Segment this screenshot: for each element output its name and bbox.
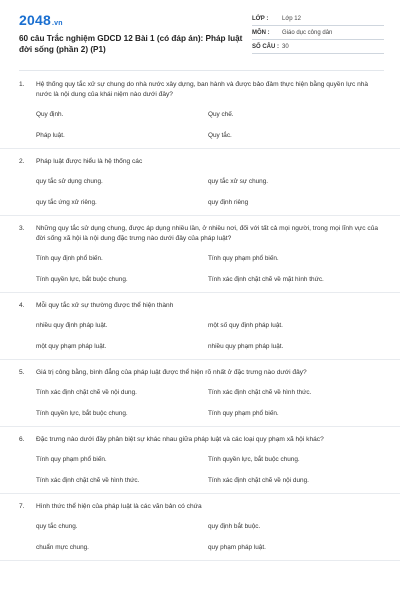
question-number: 5. (19, 369, 25, 376)
answer-options (36, 321, 384, 351)
question-stem (19, 80, 384, 100)
question-text: Hình thức thể hiện của pháp luật là các văn bản có chứa (36, 503, 202, 510)
answer-option[interactable]: Quy tắc. (208, 132, 232, 139)
question-stem (19, 301, 384, 311)
answer-option[interactable]: nhiều quy định pháp luật. (36, 322, 108, 329)
answer-options (36, 522, 384, 552)
meta-row-class: LỚP : Lớp 12 (252, 12, 384, 26)
answer-option[interactable]: một quy phạm pháp luật. (36, 343, 107, 350)
document-meta (252, 12, 384, 54)
question-stem (19, 157, 384, 167)
answer-options (36, 455, 384, 485)
question-text: Mỗi quy tắc xử sự thường được thể hiện thành (36, 302, 174, 309)
answer-option[interactable]: quy phạm pháp luật. (208, 544, 266, 551)
question-text: Hệ thống quy tắc xử sự chung do nhà nước xây dựng, ban hành và được bảo đảm thực hiện bằng quyền lực nhà nước là nội dung của khái niệm nào dưới đây? (36, 81, 369, 98)
question-stem (19, 435, 384, 445)
question-2 (0, 149, 400, 216)
meta-row-count: SỐ CÂU : 30 (252, 40, 384, 54)
answer-option[interactable]: Tính quy phạm phổ biến. (36, 456, 107, 463)
answer-option[interactable]: Tính quyền lực, bắt buộc chung. (36, 410, 128, 417)
answer-option[interactable]: Tính quyền lực, bắt buộc chung. (208, 456, 300, 463)
answer-options (36, 110, 384, 140)
question-number: 7. (19, 503, 25, 510)
question-7 (0, 494, 400, 561)
answer-option[interactable]: quy tắc chung. (36, 523, 78, 530)
answer-options (36, 388, 384, 418)
question-stem (19, 368, 384, 378)
answer-option[interactable]: Tính quy phạm phổ biến. (208, 255, 279, 262)
answer-option[interactable]: quy tắc ứng xử riêng. (36, 199, 97, 206)
question-list (0, 72, 400, 561)
answer-option[interactable]: chuẩn mực chung. (36, 544, 89, 551)
question-text: Đặc trưng nào dưới đây phân biệt sự khác nhau giữa pháp luật và các loại quy phạm xã hội khác? (36, 436, 324, 443)
answer-option[interactable]: Pháp luật. (36, 132, 65, 139)
question-stem (19, 224, 384, 244)
question-text: Giá trị công bằng, bình đẳng của pháp luật được thể hiện rõ nhất ở đặc trưng nào dưới đây? (36, 369, 307, 376)
meta-row-subject: MÔN : Giáo dục công dân (252, 26, 384, 40)
answer-options (36, 254, 384, 284)
answer-option[interactable]: Tính xác định chặt chẽ về nội dung. (208, 477, 309, 484)
answer-option[interactable]: quy tắc sử dụng chung. (36, 178, 103, 185)
answer-option[interactable]: Tính xác định chặt chẽ về hình thức. (36, 477, 140, 484)
answer-option[interactable]: Quy định. (36, 111, 64, 118)
answer-option[interactable]: quy định riêng (208, 199, 249, 206)
question-number: 6. (19, 436, 25, 443)
document-title: 60 câu Trắc nghiệm GDCD 12 Bài 1 (có đáp án): Pháp luật đời sống (phần 2) (P1) (19, 34, 243, 54)
question-text: Pháp luật được hiểu là hệ thống các (36, 158, 143, 165)
question-number: 4. (19, 302, 25, 309)
question-number: 2. (19, 158, 25, 165)
answer-option[interactable]: Quy chế. (208, 111, 234, 118)
answer-option[interactable]: Tính xác định chặt chẽ về mặt hình thức. (208, 276, 324, 283)
header-divider (19, 70, 384, 71)
answer-options (36, 177, 384, 207)
question-number: 3. (19, 225, 25, 232)
question-text: Những quy tắc sử dụng chung, được áp dụng nhiều lần, ở nhiều nơi, đối với tất cả mọi người, trong mọi lĩnh vực của đời sống xã hội là nội dung đặc trưng nào dưới đây của pháp luật? (36, 225, 379, 242)
question-4 (0, 293, 400, 360)
document-header (0, 0, 400, 72)
answer-option[interactable]: một số quy định pháp luật. (208, 322, 283, 329)
site-logo[interactable]: 2048.vn (19, 12, 63, 28)
question-number: 1. (19, 81, 25, 88)
answer-option[interactable]: quy tắc xử sự chung. (208, 178, 269, 185)
answer-option[interactable]: nhiều quy phạm pháp luật. (208, 343, 284, 350)
answer-option[interactable]: Tính xác định chặt chẽ về hình thức. (208, 389, 312, 396)
answer-option[interactable]: quy định bắt buộc. (208, 523, 261, 530)
question-5 (0, 360, 400, 427)
answer-option[interactable]: Tính quy định phổ biến. (36, 255, 103, 262)
question-6 (0, 427, 400, 494)
answer-option[interactable]: Tính quy phạm phổ biến. (208, 410, 279, 417)
question-3 (0, 216, 400, 293)
question-1 (0, 72, 400, 149)
answer-option[interactable]: Tính xác định chặt chẽ về nội dung. (36, 389, 137, 396)
question-stem (19, 502, 384, 512)
answer-option[interactable]: Tính quyền lực, bắt buộc chung. (36, 276, 128, 283)
